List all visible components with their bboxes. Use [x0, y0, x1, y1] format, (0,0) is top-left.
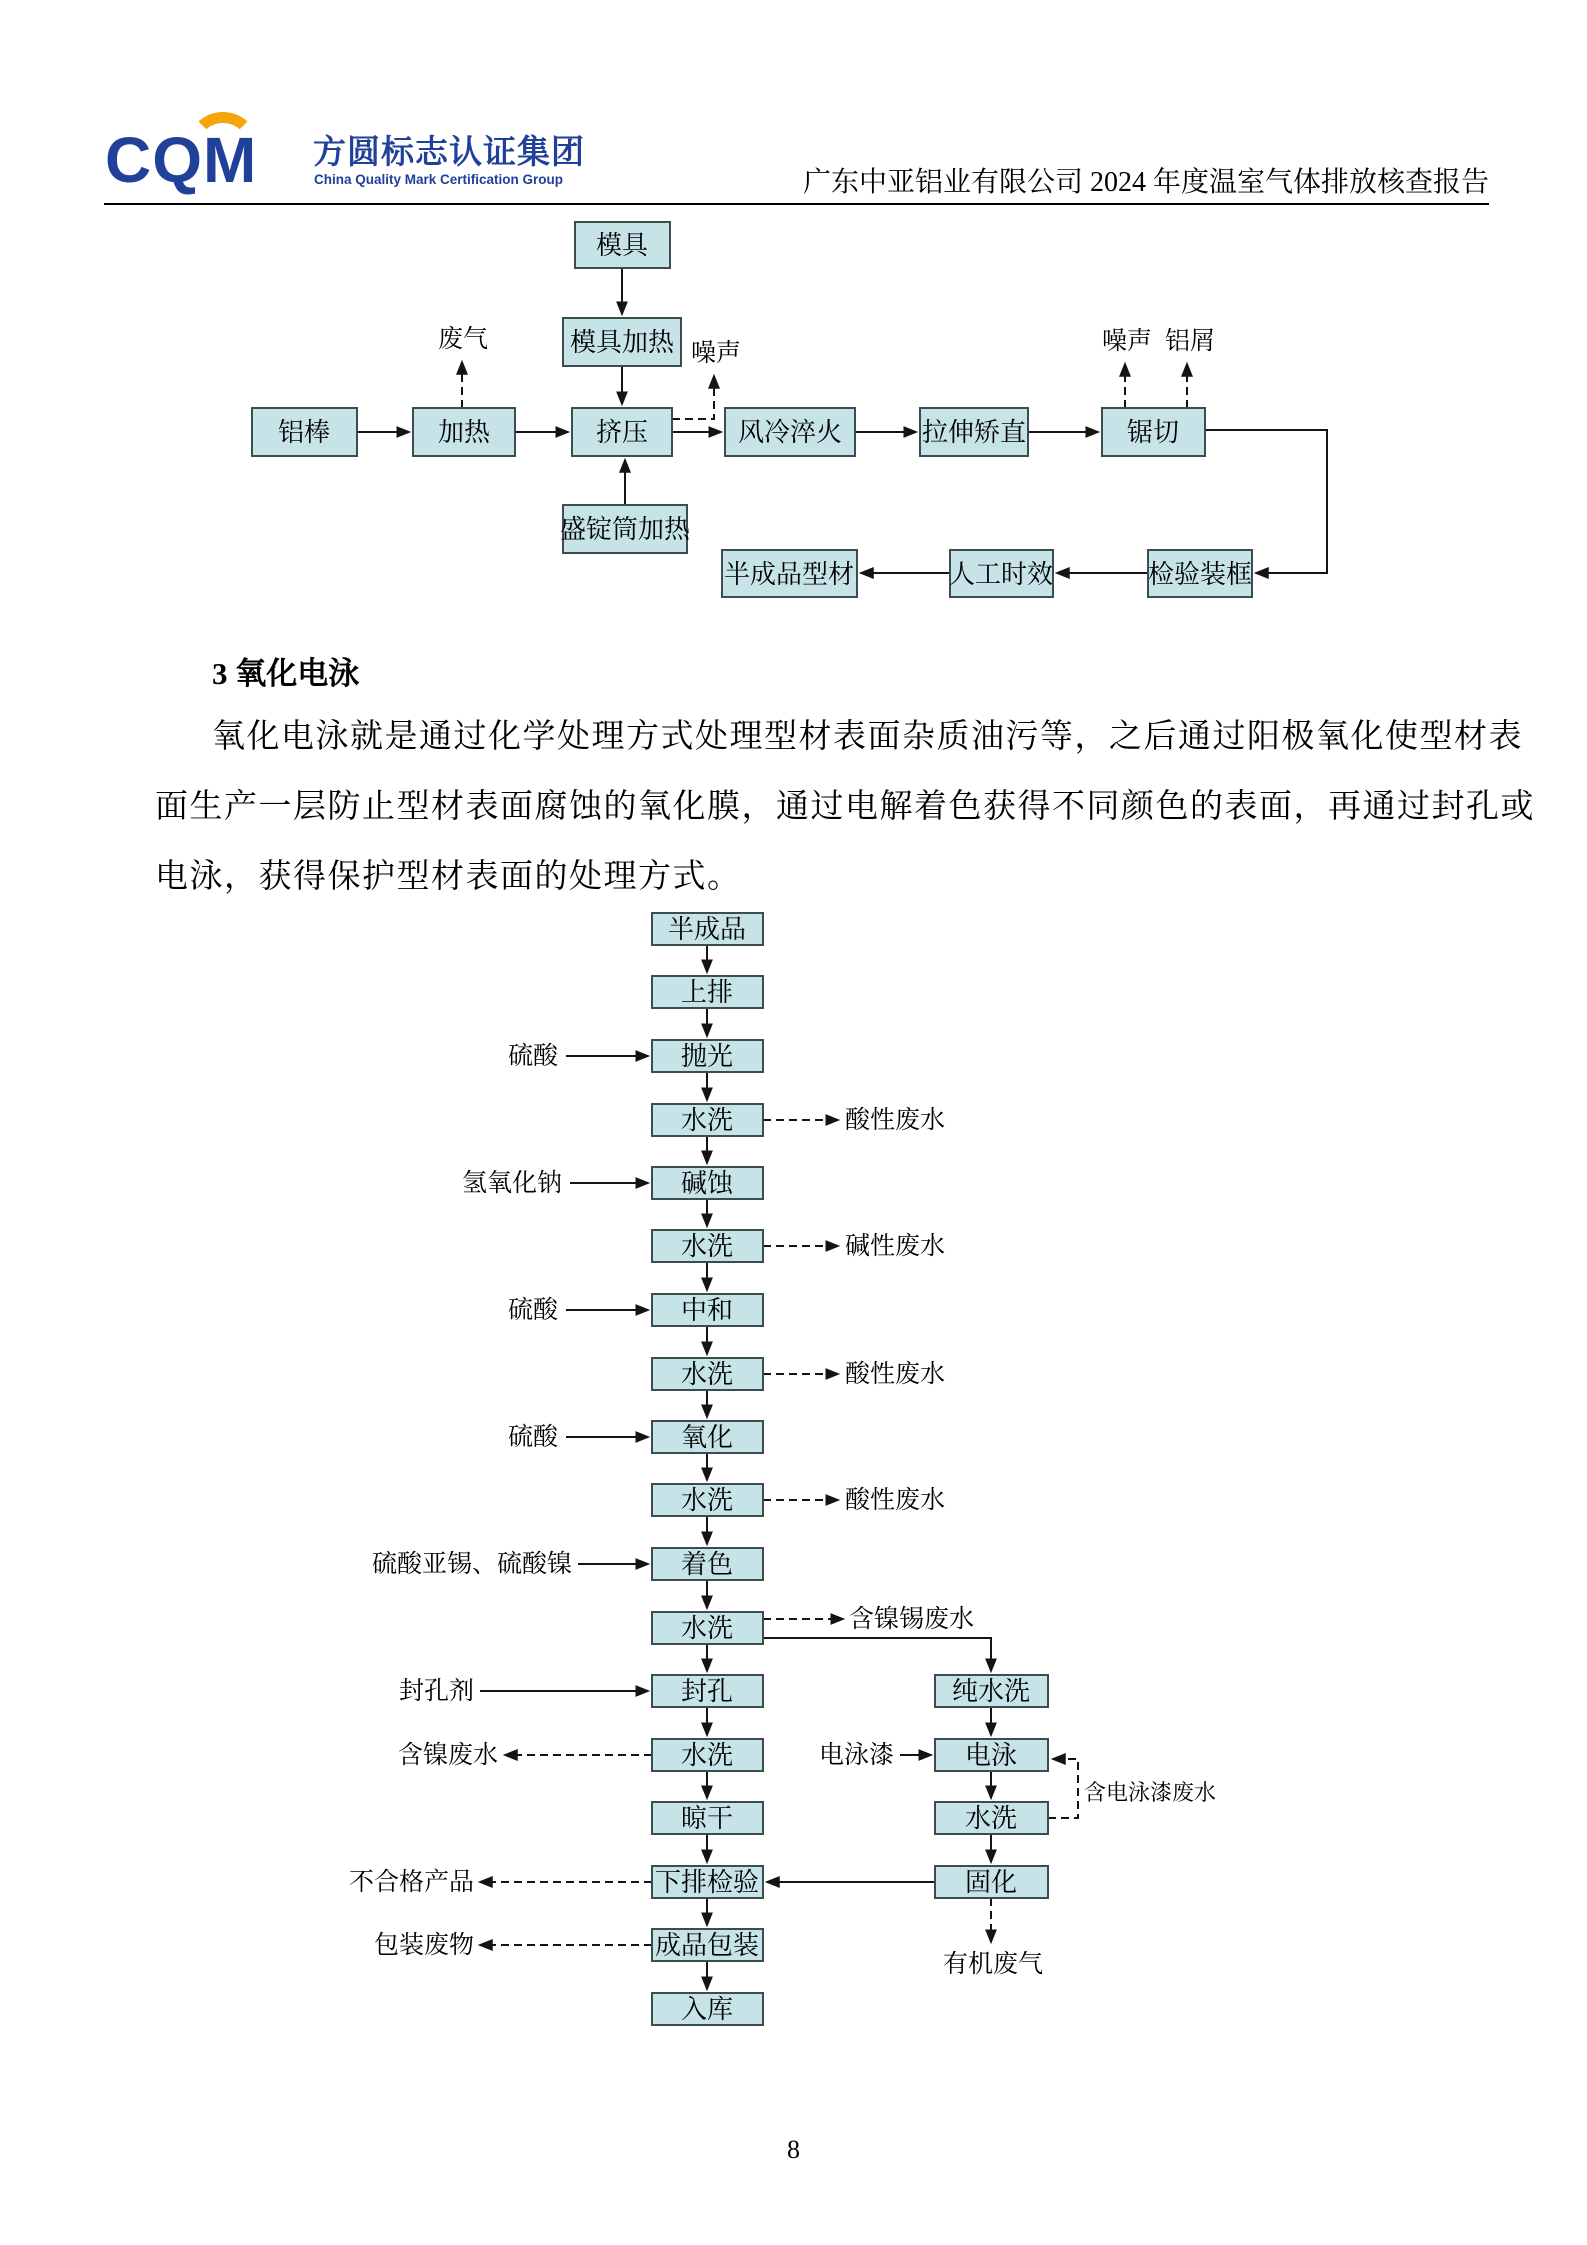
box-label: 水洗	[680, 1486, 734, 1515]
paragraph-line: 氧化电泳就是通过化学处理方式处理型材表面杂质油污等，之后通过阳极氧化使型材表	[212, 719, 1523, 755]
box-label: 中和	[680, 1296, 734, 1325]
box-label: 碱蚀	[680, 1169, 734, 1198]
box-label: 抛光	[680, 1042, 734, 1071]
box-mold	[575, 222, 670, 268]
box-coloring	[652, 1548, 763, 1580]
box-rinse-7	[935, 1802, 1048, 1834]
box-label: 晾干	[680, 1804, 734, 1833]
box-label: 半成品型材	[723, 560, 855, 589]
box-label: 水洗	[680, 1614, 734, 1643]
box-unload-inspection	[652, 1866, 763, 1898]
box-stretch-straighten	[920, 408, 1028, 456]
box-label: 水洗	[680, 1741, 734, 1770]
box-label: 人工时效	[948, 560, 1054, 589]
emission-label-noise: 噪声	[690, 340, 742, 367]
input-label-stannous-nickel-sulfate: 硫酸亚锡、硫酸镍	[371, 1551, 572, 1578]
paragraph-line: 电泳，获得保护型材表面的处理方式。	[155, 859, 742, 895]
input-label-electrophoretic-paint: 电泳漆	[818, 1742, 894, 1769]
box-electrophoresis	[935, 1739, 1048, 1771]
box-label: 锯切	[1126, 418, 1180, 447]
box-label: 铝棒	[277, 418, 331, 447]
box-oxidation	[652, 1421, 763, 1453]
box-product-packaging	[652, 1929, 763, 1961]
box-label: 入库	[680, 1995, 734, 2024]
box-curing	[935, 1866, 1048, 1898]
box-label: 检验装框	[1147, 560, 1253, 589]
output-label-packaging-waste: 包装废物	[373, 1932, 474, 1959]
output-label-electrophoretic-paint-wastewater: 含电泳漆废水	[1084, 1780, 1217, 1805]
box-label: 盛锭筒加热	[559, 515, 691, 544]
box-alkali-etching	[652, 1167, 763, 1199]
box-label: 拉伸矫直	[921, 418, 1027, 447]
emission-label-aluminum-scrap: 铝屑	[1164, 328, 1216, 355]
box-label: 挤压	[595, 418, 649, 447]
box-label: 成品包装	[654, 1931, 760, 1960]
box-rinse-4	[652, 1484, 763, 1516]
output-label-acidic-wastewater: 酸性废水	[845, 1361, 946, 1388]
box-aluminum-rod	[252, 408, 357, 456]
box-label: 电泳	[964, 1741, 1018, 1770]
logo-english-name: China Quality Mark Certification Group	[314, 172, 564, 187]
box-artificial-aging	[949, 550, 1053, 597]
output-label-acidic-wastewater: 酸性废水	[845, 1487, 946, 1514]
input-label-sulfuric-acid: 硫酸	[507, 1297, 558, 1324]
box-pure-water-rinse	[935, 1675, 1048, 1707]
input-label-sealing-agent: 封孔剂	[398, 1678, 474, 1705]
box-label: 着色	[680, 1550, 734, 1579]
box-label: 水洗	[680, 1106, 734, 1135]
box-drying	[652, 1802, 763, 1834]
box-label: 纯水洗	[951, 1677, 1031, 1706]
page-number: 8	[787, 2135, 800, 2164]
section-heading: 3 氧化电泳	[212, 656, 360, 691]
anodizing-flowchart	[349, 913, 1216, 2025]
box-label: 封孔	[680, 1677, 734, 1706]
output-label-rejected-products: 不合格产品	[348, 1869, 474, 1896]
input-label-sulfuric-acid: 硫酸	[507, 1424, 558, 1451]
box-warehousing	[652, 1993, 763, 2025]
box-label: 氧化	[680, 1423, 734, 1452]
emission-label-waste-gas: 废气	[437, 326, 489, 353]
emission-label-noise: 噪声	[1101, 328, 1153, 355]
box-label: 水洗	[680, 1232, 734, 1261]
box-semi-finished-profile	[722, 550, 857, 597]
box-label: 加热	[437, 418, 491, 447]
box-label: 下排检验	[654, 1868, 760, 1897]
box-rinse-6	[652, 1739, 763, 1771]
output-label-nickel-tin-wastewater: 含镍锡废水	[849, 1606, 975, 1633]
box-label: 半成品	[667, 915, 747, 944]
dashed-arrow	[1048, 1759, 1078, 1818]
extrusion-flowchart	[252, 222, 1327, 597]
box-neutralization	[652, 1294, 763, 1326]
output-label-acidic-wastewater: 酸性废水	[845, 1107, 946, 1134]
box-label: 水洗	[680, 1360, 734, 1389]
box-rinse-5	[652, 1612, 763, 1644]
box-rinse-2	[652, 1230, 763, 1262]
box-label: 模具	[595, 231, 649, 260]
box-label: 固化	[964, 1868, 1018, 1897]
box-label: 水洗	[964, 1804, 1018, 1833]
box-label: 模具加热	[569, 328, 675, 357]
dashed-arrow	[672, 376, 714, 419]
box-mold-heating	[563, 318, 681, 366]
output-label-organic-waste-gas: 有机废气	[943, 1951, 1044, 1978]
report-title: 广东中亚铝业有限公司 2024 年度温室气体排放核查报告	[802, 167, 1489, 198]
box-label: 风冷淬火	[737, 418, 843, 447]
box-rinse-1	[652, 1104, 763, 1136]
input-label-sodium-hydroxide: 氢氧化钠	[461, 1170, 562, 1197]
logo-chinese-name: 方圆标志认证集团	[313, 133, 585, 170]
box-sawing	[1102, 408, 1205, 456]
output-label-nickel-wastewater: 含镍废水	[397, 1742, 498, 1769]
box-heating	[413, 408, 515, 456]
box-extrusion	[572, 408, 672, 456]
box-air-quench	[725, 408, 855, 456]
box-inspection-framing	[1148, 550, 1252, 597]
output-label-alkaline-wastewater: 碱性废水	[845, 1233, 946, 1260]
box-polishing	[652, 1040, 763, 1072]
box-label: 上排	[680, 978, 734, 1007]
logo-acronym: CQM	[105, 124, 258, 196]
box-sealing	[652, 1675, 763, 1707]
arrow	[763, 1638, 991, 1671]
box-billet-heating	[560, 505, 691, 553]
input-label-sulfuric-acid: 硫酸	[507, 1043, 558, 1070]
box-rack-loading	[652, 976, 763, 1008]
box-semi-finished	[652, 913, 763, 945]
box-rinse-3	[652, 1358, 763, 1390]
paragraph-line: 面生产一层防止型材表面腐蚀的氧化膜，通过电解着色获得不同颜色的表面，再通过封孔或	[155, 789, 1535, 825]
